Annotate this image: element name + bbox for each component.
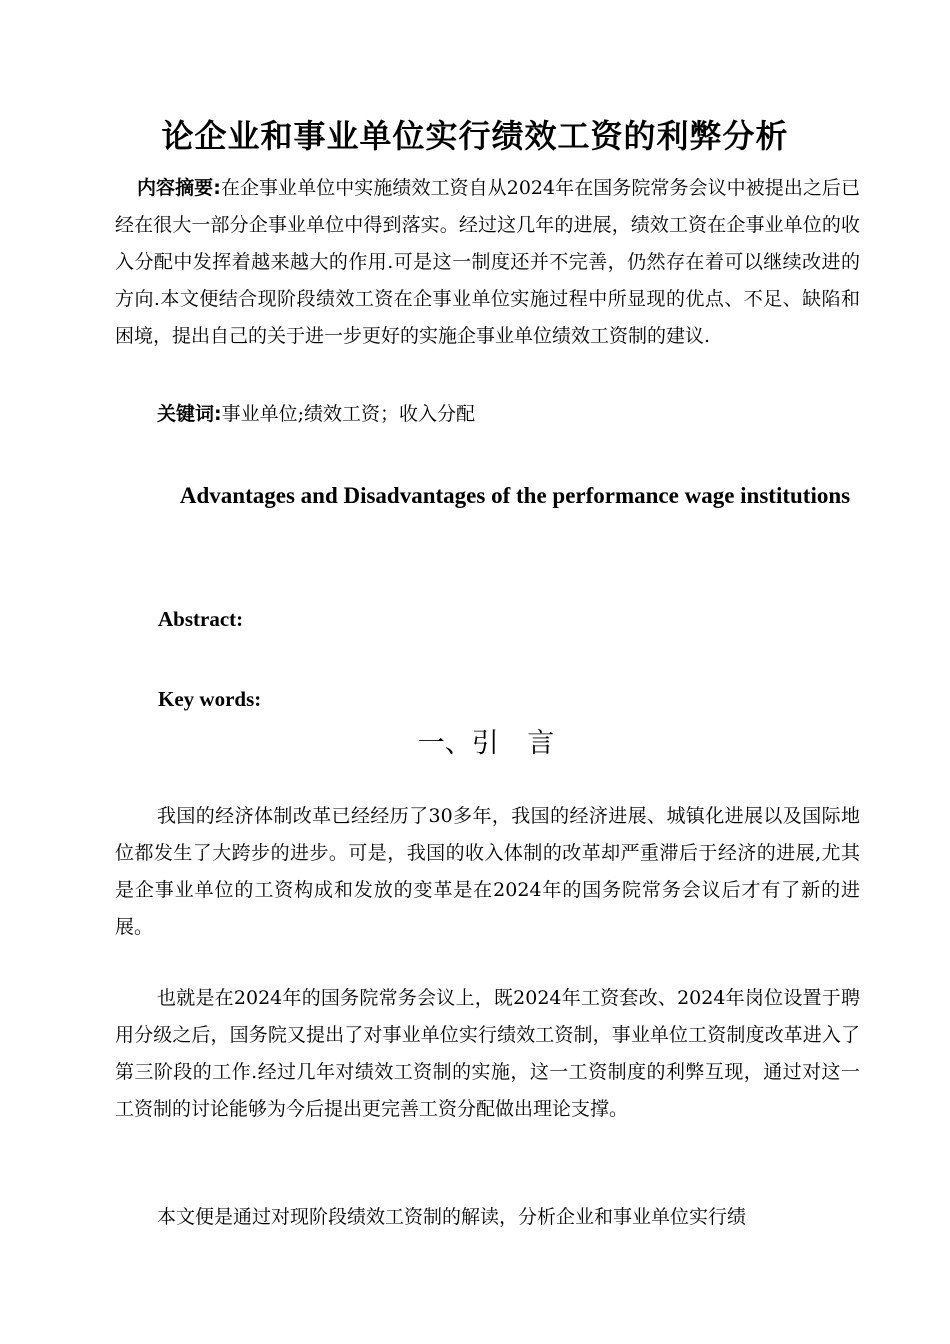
chinese-keywords	[115, 396, 860, 433]
body-paragraph: 也就是在2024年的国务院常务会议上，既2024年工资套改、2024年岗位设置于聘用分级之后，国务院又提出了对事业单位实行绩效工资制，事业单位工资制度改革进入了第三阶段的工作.经过几年对绩效工资制的实施，这一工资制度的利弊互现，通过对这一工资制的讨论能够为今后提出更完善工资分配做出理论支撑。	[115, 987, 860, 1120]
chinese-keywords-text: 事业单位;绩效工资；收入分配	[221, 403, 476, 425]
section-heading-introduction: 一、引 言	[417, 728, 555, 759]
chinese-abstract	[115, 170, 860, 355]
english-abstract-label: Abstract:	[158, 607, 244, 631]
chinese-abstract-text: 在企事业单位中实施绩效工资自从2024年在国务院常务会议中被提出之后已经在很大一部分企事业单位中得到落实。经过这几年的进展，绩效工资在企事业单位的收入分配中发挥着越来越大的作用.可是这一制度还并不完善，仍然存在着可以继续改进的方向.本文便结合现阶段绩效工资在企事业单位实施过程中所显现的优点、不足、缺陷和困境，提出自己的关于进一步更好的实施企事业单位绩效工资制的建议.	[115, 177, 860, 347]
body-paragraph: 本文便是通过对现阶段绩效工资制的解读，分析企业和事业单位实行绩	[157, 1206, 747, 1228]
chinese-keywords-label: 关键词:	[157, 403, 222, 425]
chinese-abstract-label: 内容摘要:	[137, 177, 221, 199]
english-title: Advantages and Disadvantages of the performance wage institutions	[179, 483, 851, 508]
body-paragraph: 我国的经济体制改革已经经历了30多年，我国的经济进展、城镇化进展以及国际地位都发生了大跨步的进步。可是，我国的收入体制的改革却严重滞后于经济的进展,尤其是企事业单位的工资构成和发放的变革是在2024年的国务院常务会议后才有了新的进展。	[115, 805, 860, 938]
document-title: 论企业和事业单位实行绩效工资的利弊分析	[161, 117, 789, 155]
english-keywords-label: Key words:	[158, 687, 262, 711]
